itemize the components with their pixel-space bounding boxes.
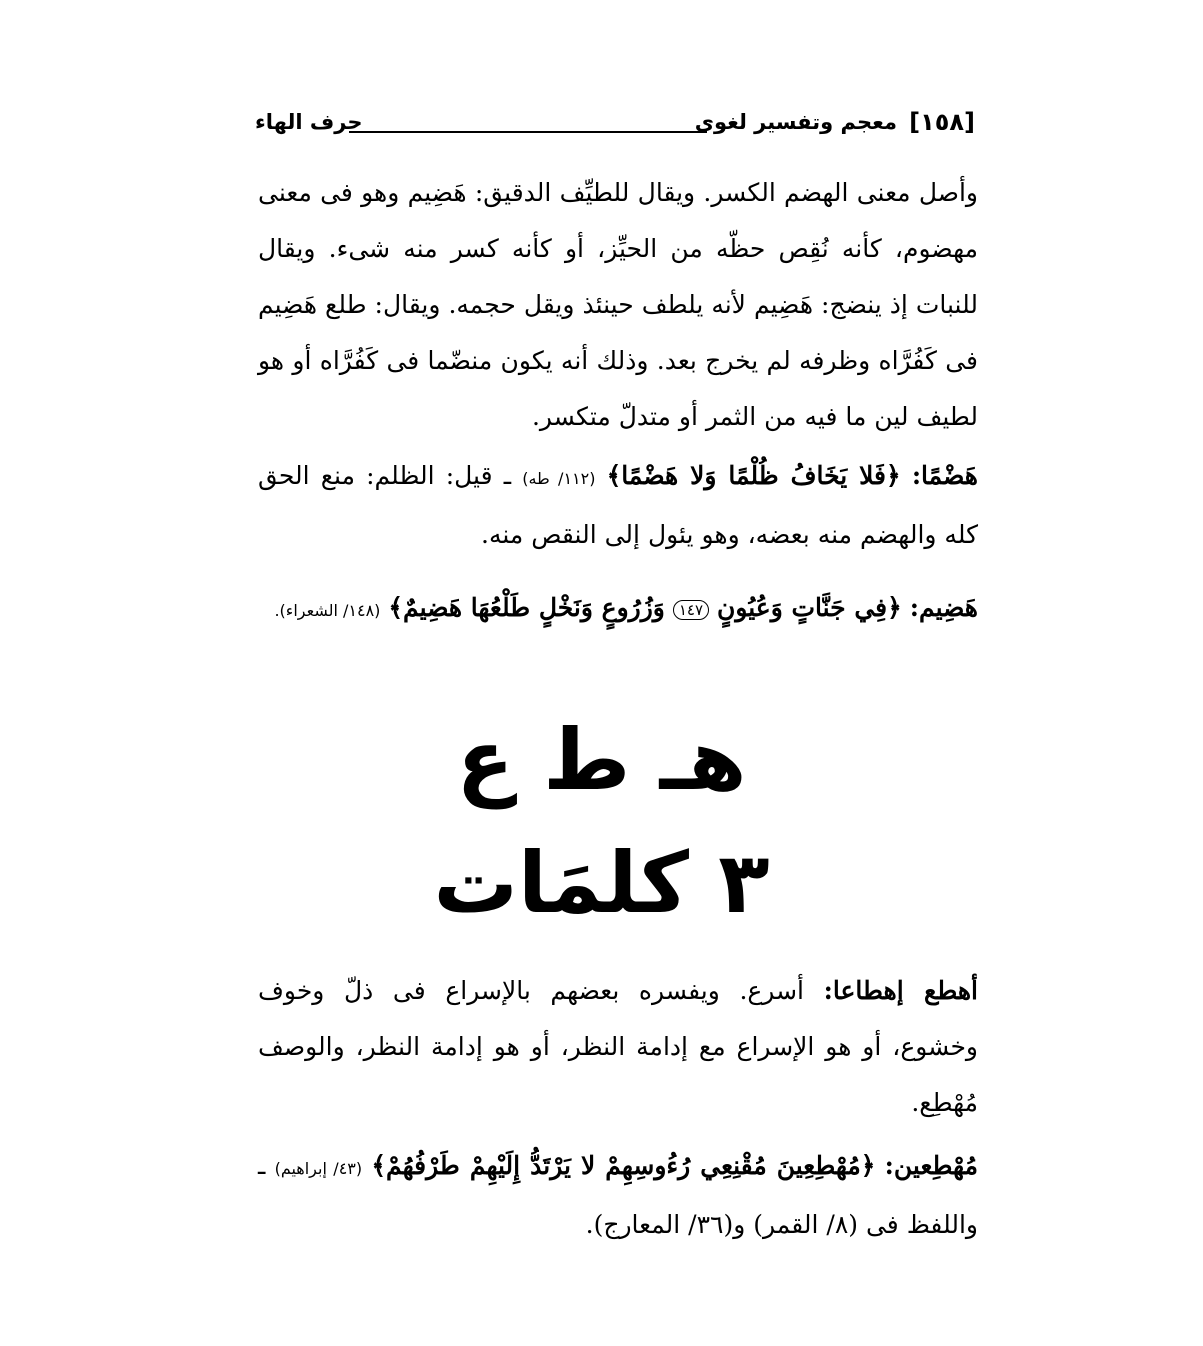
entry-explanation: ـ واللفظ فى (٨/ القمر) و(٣٦/ المعارج). xyxy=(258,1151,978,1239)
quran-verse: ﴿فَلا يَخَافُ ظُلْمًا وَلا هَضْمًا﴾ xyxy=(606,461,901,490)
quran-verse: ﴿مُهْطِعِينَ مُقْنِعِي رُءُوسِهِمْ لا يَرْتَدُّ إِلَيْهِمْ طَرْفُهُمْ﴾ xyxy=(371,1151,876,1180)
page-header xyxy=(255,108,975,148)
entry-explanation: ـ قيل: الظلم: منع الحق كله والهضم منه بعضه، وهو يئول إلى النقص منه. xyxy=(258,461,978,549)
page-number: [١٥٨] xyxy=(909,108,975,136)
word-count-heading: ٣ كلمَات xyxy=(433,834,770,932)
book-title: معجم وتفسير لغوى xyxy=(694,110,897,134)
ayah-number-marker: ١٤٧ xyxy=(673,600,709,620)
entry-term: أهطع إهطاعا: xyxy=(823,976,978,1005)
entry-term: مُهْطِعين: xyxy=(884,1151,978,1180)
root-heading: هـ ط ع xyxy=(456,711,747,809)
entry-muhtiin xyxy=(258,1138,978,1253)
verse-reference: (٤٣/ إبراهيم) xyxy=(274,1159,363,1178)
entry-explanation: أسرع. ويفسره بعضهم بالإسراع فى ذلّ وخوف وخشوع، أو هو الإسراع مع إدامة النظر، أو هو إدامة النظر، والوصف مُهْطِع. xyxy=(258,976,978,1117)
verse-reference: (١٤٨/ الشعراء). xyxy=(274,601,381,620)
entry-ahta xyxy=(258,963,978,1131)
entry-hadman xyxy=(258,448,978,563)
entry-term: هَضْمًا: xyxy=(911,461,978,490)
quran-verse-part-2: وَزُرُوعٍ وَنَخْلٍ طَلْعُهَا هَضِيمٌ﴾ xyxy=(388,593,665,622)
verse-reference: (١١٢/ طه) xyxy=(522,469,596,488)
header-rule xyxy=(349,131,707,133)
entry-hadim xyxy=(258,580,978,639)
paragraph-hadim-meaning: وأصل معنى الهضم الكسر. ويقال للطيِّف الدقيق: هَضِيم وهو فى معنى مهضوم، كأنه نُقِص حظّه من الحيِّز، أو كأنه كسر منه شىء. ويقال للنبات إذ ينضج: هَضِيم لأنه يلطف حينئذ ويقل حجمه. ويقال: طلع هَضِيم فى كَفُرَّاه وظرفه لم يخرج بعد. وذلك أنه يكون منضّما فى كَفُرَّاه أو هو لطيف لين ما فيه من الثمر أو متدلّ متكسر. xyxy=(258,178,978,431)
section-title: حرف الهاء xyxy=(255,110,363,134)
entry-term: هَضِيم: xyxy=(909,593,978,622)
quran-verse-part-1: ﴿فِي جَنَّاتٍ وَعُيُونٍ xyxy=(716,593,902,622)
